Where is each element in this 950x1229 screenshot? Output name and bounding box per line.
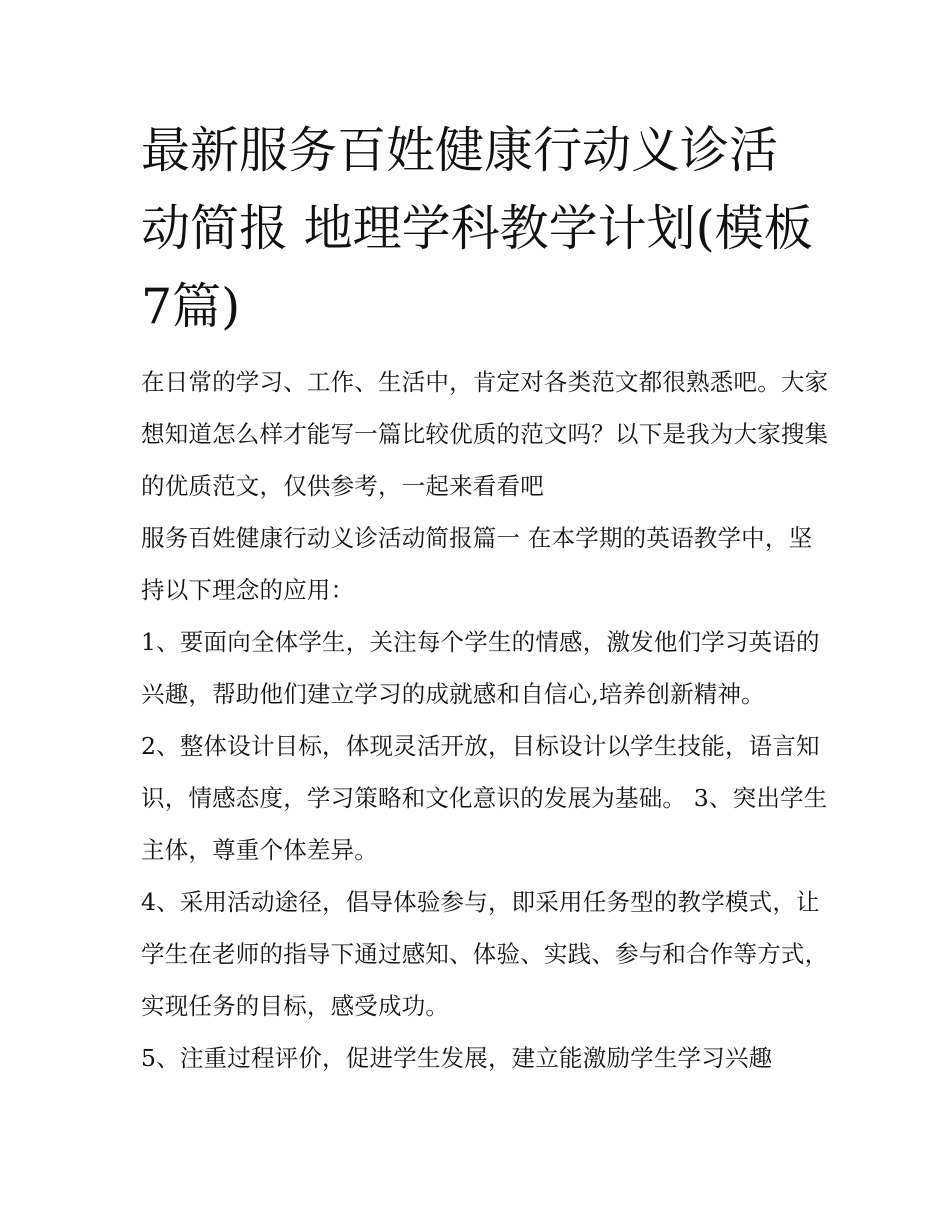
document-title: 最新服务百姓健康行动义诊活动简报 地理学科教学计划(模板7篇) xyxy=(141,122,813,335)
list-item-2-3: 2、整体设计目标，体现灵活开放，目标设计以学生技能，语言知识，情感态度，学习策略和文化意识的发展为基础。 3、突出学生主体，尊重个体差异。 xyxy=(141,732,828,864)
list-item-1: 1、要面向全体学生，关注每个学生的情感，激发他们学习英语的兴趣，帮助他们建立学习的成就感和自信心,培养创新精神。 xyxy=(141,628,820,708)
document-body xyxy=(141,356,831,1084)
section-heading-paragraph: 服务百姓健康行动义诊活动简报篇一 在本学期的英语教学中，坚持以下理念的应用： xyxy=(141,524,813,604)
list-item-5: 5、注重过程评价，促进学生发展，建立能激励学生学习兴趣 xyxy=(141,1044,773,1072)
intro-paragraph: 在日常的学习、工作、生活中，肯定对各类范文都很熟悉吧。大家想知道怎么样才能写一篇比较优质的范文吗？以下是我为大家搜集的优质范文，仅供参考，一起来看看吧 xyxy=(141,368,829,500)
list-item-4: 4、采用活动途径，倡导体验参与，即采用任务型的教学模式，让学生在老师的指导下通过感知、体验、实践、参与和合作等方式，实现任务的目标，感受成功。 xyxy=(141,888,829,1020)
